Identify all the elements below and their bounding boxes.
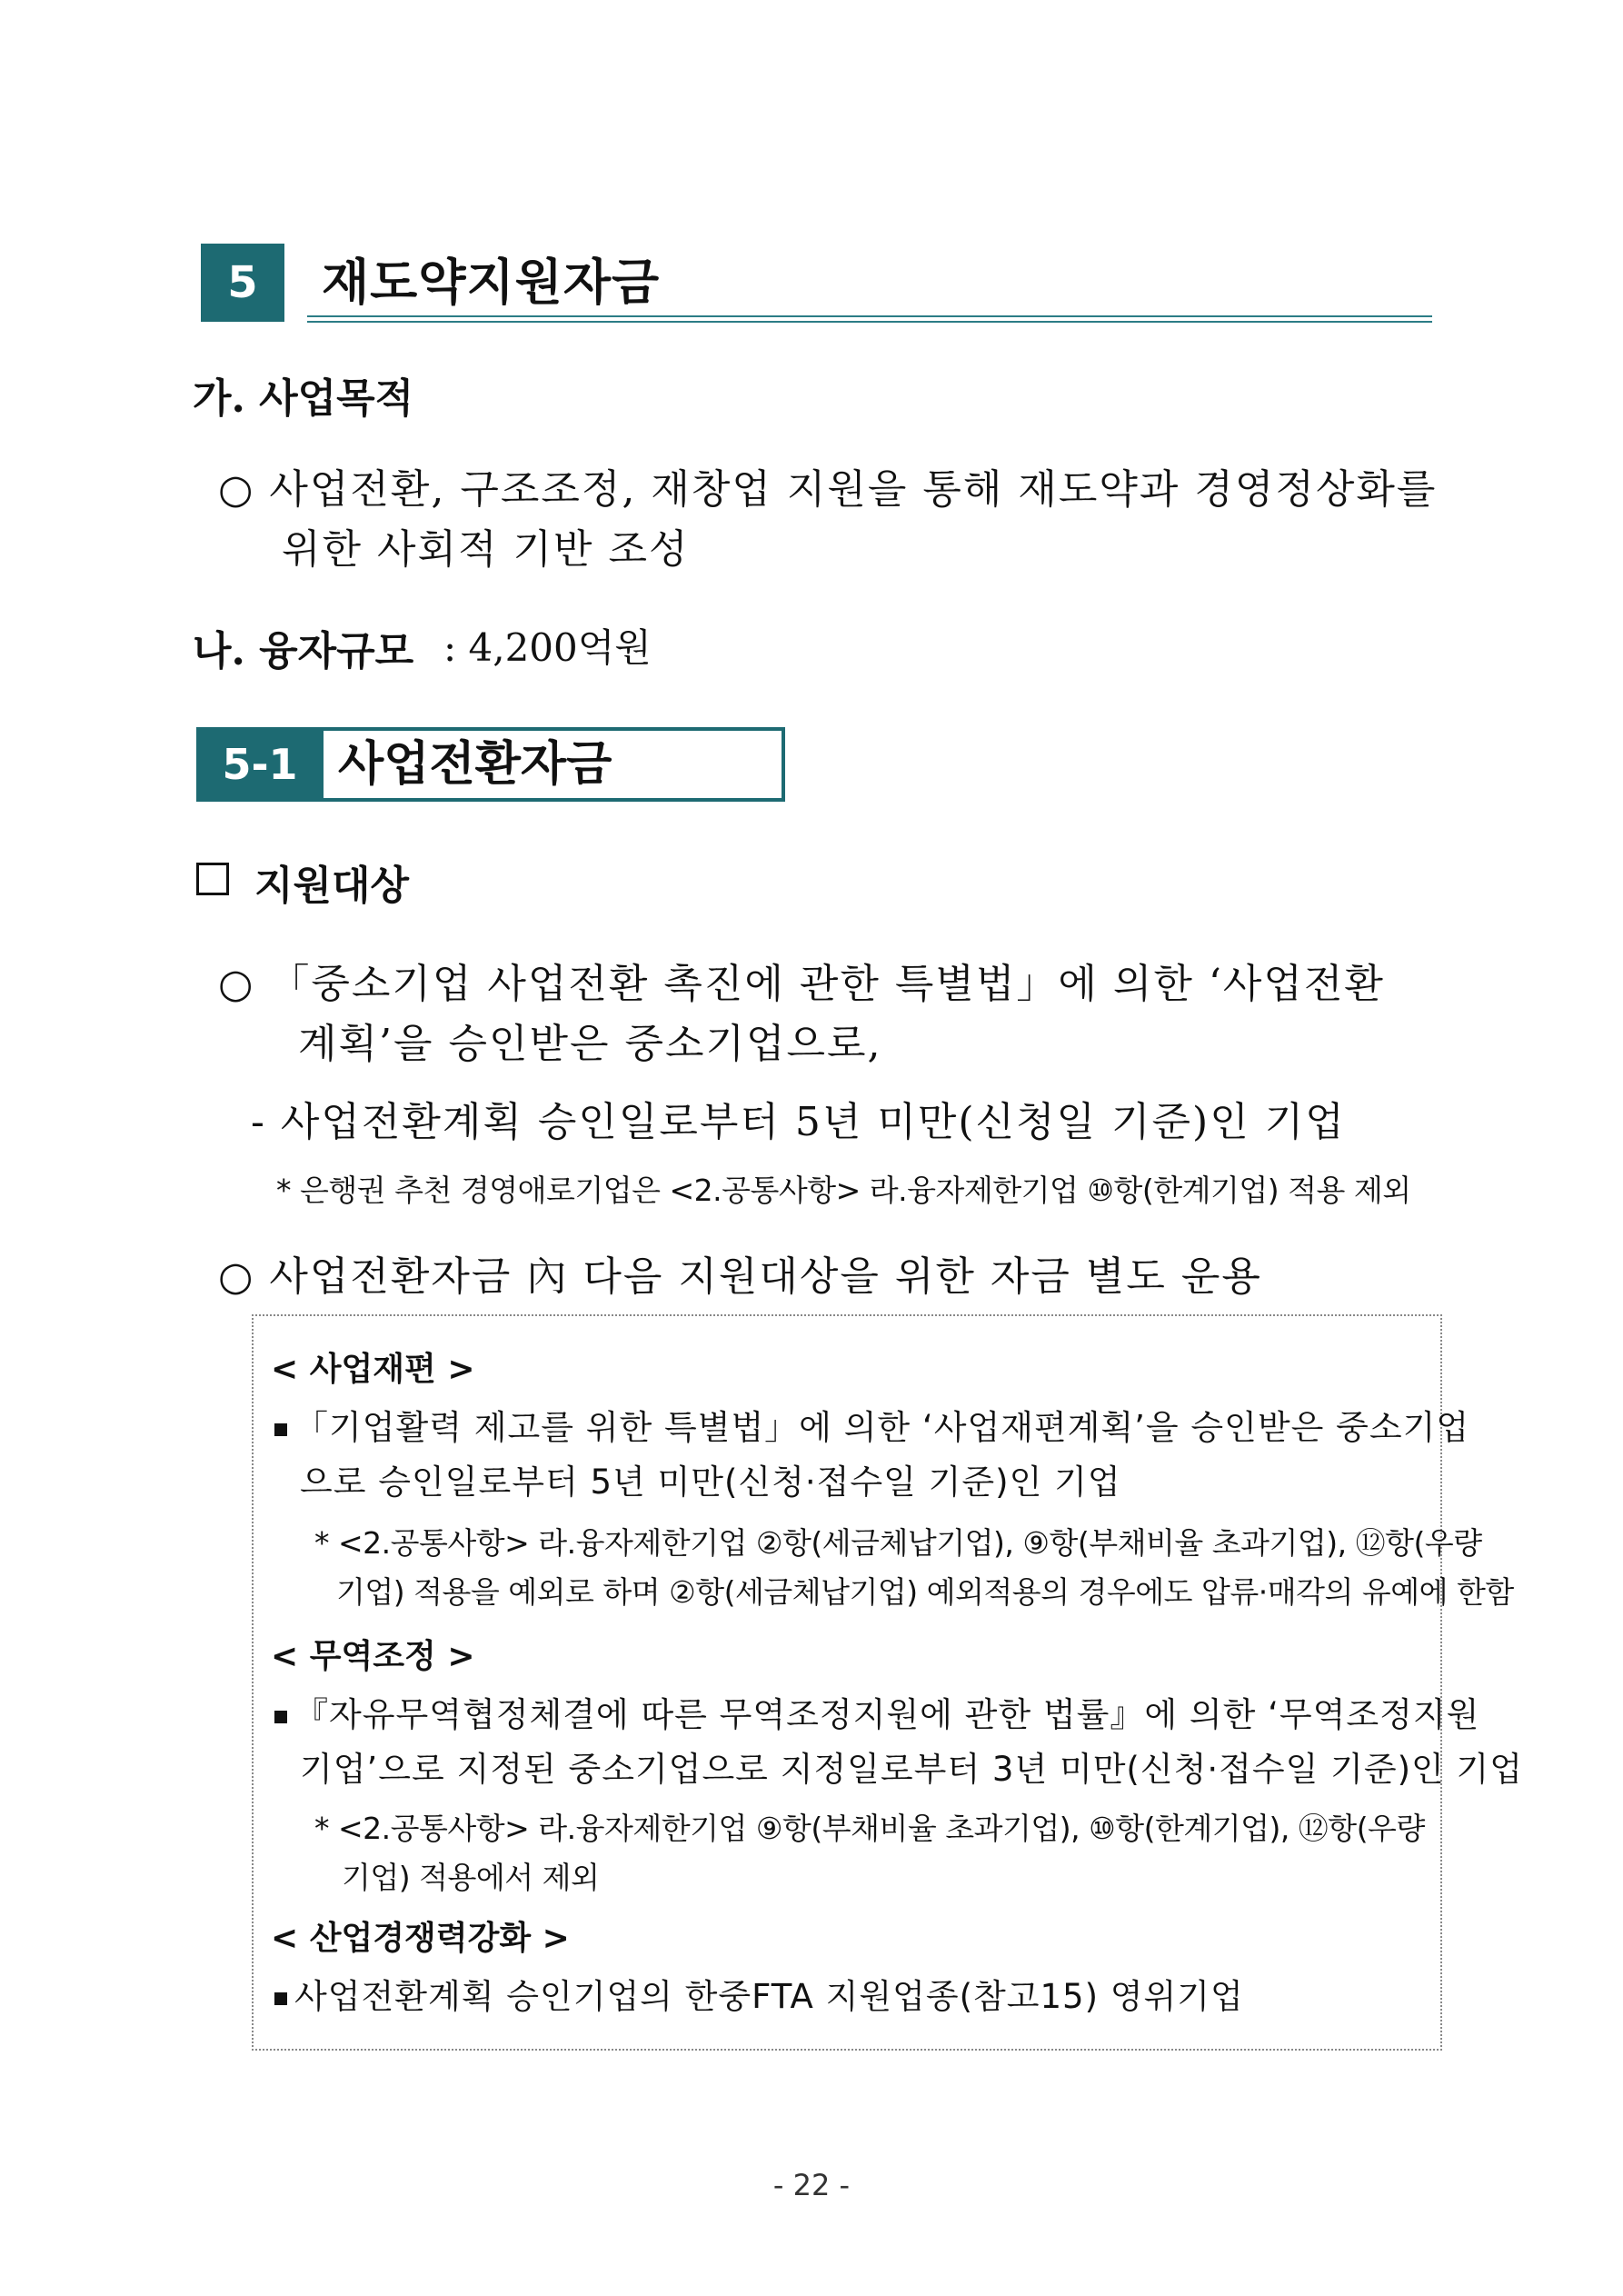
target-bullet-1-line-2: 계획’을 승인받은 중소기업으로, — [298, 1021, 882, 1067]
section-divider-bottom — [307, 321, 1432, 323]
group-item-competitiveness-line-1: 사업전환계획 승인기업의 한중FTA 지원업종(참고15) 영위기업 — [274, 1969, 1244, 2018]
checkbox-icon — [196, 863, 229, 895]
target-bullet-2: ○ 사업전환자금 內 다음 지원대상을 위한 자금 별도 운용 — [218, 1253, 1262, 1300]
purpose-line-2: 위한 사회적 기반 조성 — [282, 526, 690, 573]
section-title: 재도약지원자금 — [322, 254, 661, 311]
scale-heading: 나. 융자규모 — [193, 628, 414, 674]
square-bullet-icon — [274, 1711, 287, 1723]
group-item-restructuring-line-2: 으로 승인일로부터 5년 미만(신청·접수일 기준)인 기업 — [300, 1462, 1121, 1502]
scale-value: : 4,200억원 — [443, 625, 652, 670]
group-note-restructuring-line-2: 기업) 적용을 예외로 하며 ②항(세금체납기업) 예외적용의 경우에도 압류·매각의 유예에 한함 — [336, 1574, 1514, 1610]
square-bullet-icon — [274, 1423, 287, 1436]
group-note-trade-line-2: 기업) 적용에서 제외 — [342, 1860, 600, 1895]
section-divider-top — [307, 315, 1432, 317]
target-heading: 지원대상 — [254, 863, 410, 909]
group-heading-restructuring: < 사업재편 > — [271, 1351, 475, 1388]
subsection-title: 사업전환자금 — [338, 737, 612, 792]
target-note: * 은행권 추천 경영애로기업은 <2.공통사항> 라.융자제한기업 ⑩항(한계기업) 적용 제외 — [276, 1173, 1411, 1208]
section-number-badge: 5 — [201, 244, 284, 322]
group-item-trade-line-2: 기업’으로 지정된 중소기업으로 지정일로부터 3년 미만(신청·접수일 기준)인 기업 — [300, 1750, 1524, 1789]
target-dash-line: - 사업전환계획 승인일로부터 5년 미만(신청일 기준)인 기업 — [251, 1099, 1346, 1145]
group-heading-trade: < 무역조정 > — [271, 1638, 475, 1675]
subsection-number-badge: 5-1 — [196, 727, 324, 802]
purpose-heading: 가. 사업목적 — [193, 375, 414, 422]
group-item-restructuring-line-1: 「기업활력 제고를 위한 특별법」에 의한 ‘사업재편계획’을 승인받은 중소기업 — [274, 1400, 1469, 1449]
purpose-line-1: ○ 사업전환, 구조조정, 재창업 지원을 통해 재도약과 경영정상화를 — [218, 466, 1438, 513]
group-note-trade-line-1: * <2.공통사항> 라.융자제한기업 ⑨항(부채비율 초과기업), ⑩항(한계기업), ⑫항(우량 — [314, 1811, 1425, 1846]
target-bullet-1-line-1: ○ 「중소기업 사업전환 촉진에 관한 특별법」에 의한 ‘사업전환 — [218, 961, 1385, 1007]
group-item-trade-line-1: 『자유무역협정체결에 따른 무역조정지원에 관한 법률』에 의한 ‘무역조정지원 — [274, 1687, 1479, 1736]
group-heading-competitiveness: < 산업경쟁력강화 > — [271, 1920, 570, 1957]
page-number: - 22 - — [772, 2168, 851, 2202]
square-bullet-icon — [274, 1992, 287, 2005]
group-note-restructuring-line-1: * <2.공통사항> 라.융자제한기업 ②항(세금체납기업), ⑨항(부채비율 초과기업), ⑫항(우량 — [314, 1525, 1482, 1561]
